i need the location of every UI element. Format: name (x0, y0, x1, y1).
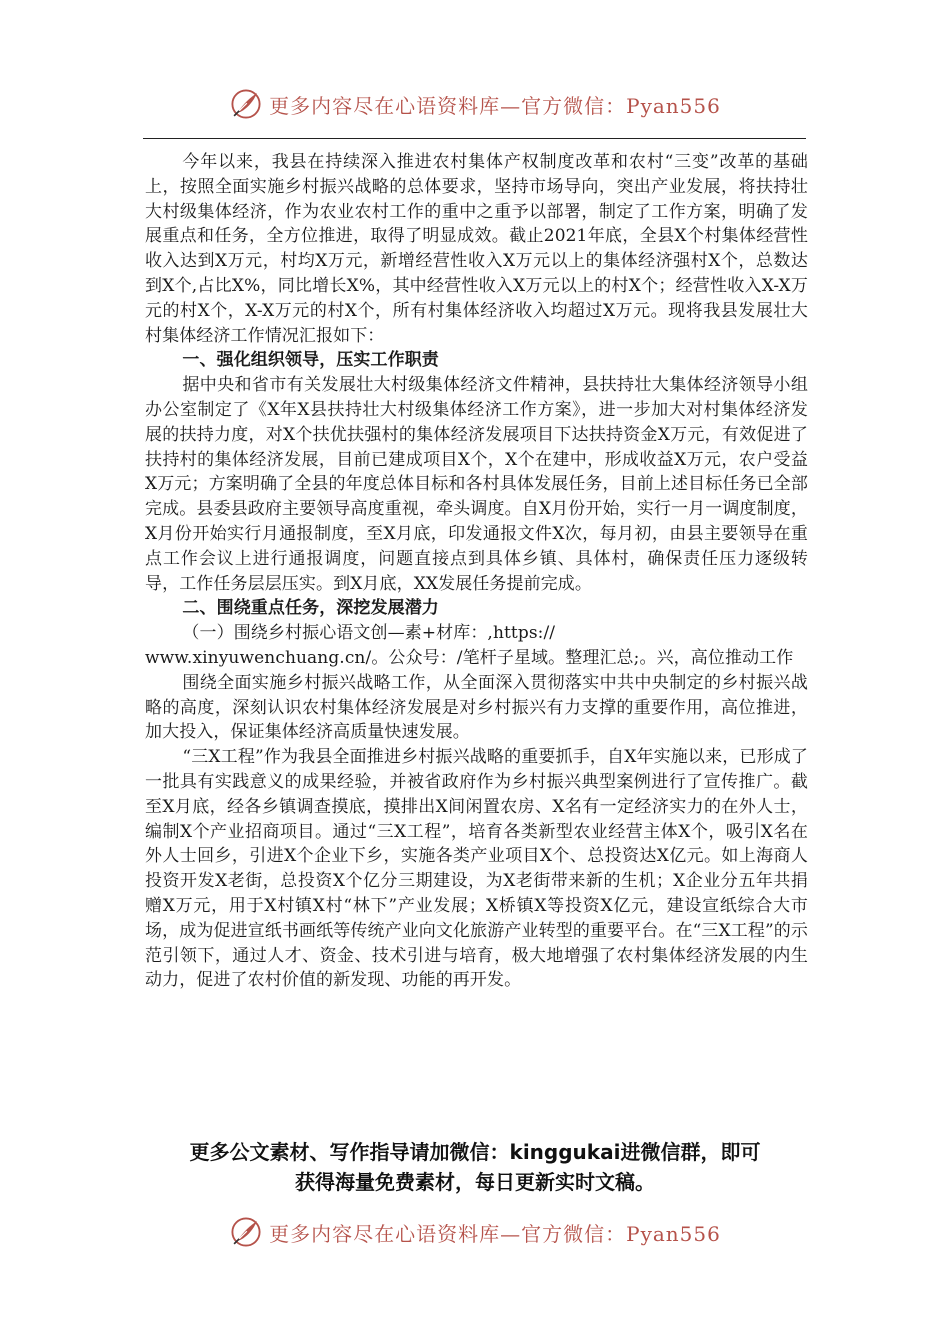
header-banner (0, 82, 950, 126)
footer-banner-text: 更多内容尽在心语资料库—官方微信：Pyan556 (269, 1221, 721, 1246)
footer-promo-line-2: 获得海量免费素材，每日更新实时文稿。 (295, 1170, 655, 1194)
footer-promo-note (140, 1137, 810, 1197)
subsection-heading-line-2: www.xinyuwenchuang.cn/。公众号：/笔杆子星域。整理汇总;。兴，高位推动工作 (145, 647, 794, 668)
intro-paragraph: 今年以来，我县在持续深入推进农村集体产权制度改革和农村“三变”改革的基础上，按照全面实施乡村振兴战略的总体要求，坚持市场导向，突出产业发展，将扶持壮大村级集体经济，作为农业农村工作的重中之重予以部署，制定了工作方案，明确了发展重点和任务，全方位推进，取得了明显成效。截止2021年底，全县X个村集体经营性收入达到X万元，村均X万元，新增经营性收入X万元以上的集体经济强村X个，总数达到X个,占比X%，同比增长X%，其中经营性收入X万元以上的村X个；经营性收入X-X万元的村X个，X-X万元的村X个，所有村集体经济收入均超过X万元。现将我县发展壮大村集体经济工作情况汇报如下： (145, 152, 808, 346)
quill-logo-icon (229, 87, 263, 121)
header-divider (143, 138, 806, 139)
document-body (145, 150, 808, 993)
footer-banner (0, 1210, 950, 1254)
section-1-paragraph: 据中央和省市有关发展壮大村级集体经济文件精神，县扶持壮大集体经济领导小组办公室制定了《X年X县扶持壮大村级集体经济工作方案》，进一步加大对村集体经济发展的扶持力度，对X个扶优扶强村的集体经济发展项目下达扶持资金X万元，有效促进了扶持村的集体经济发展，目前已建成项目X个，X个在建中，形成收益X万元，农户受益X万元；方案明确了全县的年度总体目标和各村具体发展任务，目前上述目标任务已全部完成。县委县政府主要领导高度重视，牵头调度。自X月份开始，实行一月一调度制度，X月份开始实行月通报制度，至X月底，印发通报文件X次，每月初，由县主要领导在重点工作会议上进行通报调度，问题直接点到具体乡镇、具体村，确保责任压力逐级转导，工作任务层层压实。到X月底，XX发展任务提前完成。 (145, 375, 808, 594)
header-banner-text: 更多内容尽在心语资料库—官方微信：Pyan556 (269, 93, 721, 118)
subsection-paragraph-2: “三X工程”作为我县全面推进乡村振兴战略的重要抓手，自X年实施以来，已形成了一批具有实践意义的成果经验，并被省政府作为乡村振兴典型案例进行了宣传推广。截至X月底，经各乡镇调查摸底，摸排出X间闲置农房、X名有一定经济实力的在外人士，编制X个产业招商项目。通过“三X工程”，培育各类新型农业经营主体X个，吸引X名在外人士回乡，引进X个企业下乡，实施各类产业项目X个、总投资达X亿元。如上海商人投资开发X老街，总投资X个亿分三期建设，为X老街带来新的生机；X企业分五年共捐赠X万元，用于X村镇X村“林下”产业发展；X桥镇X等投资X亿元，建设宣纸综合大市场，成为促进宣纸书画纸等传统产业向文化旅游产业转型的重要平台。在“三X工程”的示范引领下，通过人才、资金、技术引进与培育，极大地增强了农村集体经济发展的内生动力，促进了农村价值的新发现、功能的再开发。 (145, 747, 808, 991)
quill-logo-icon (229, 1215, 263, 1249)
subsection-paragraph-1: 围绕全面实施乡村振兴战略工作，从全面深入贯彻落实中共中央制定的乡村振兴战略的高度，深刻认识农村集体经济发展是对乡村振兴有力支撑的重要作用，高位推进，加大投入，保证集体经济高质量快速发展。 (145, 672, 808, 743)
section-heading-1: 一、强化组织领导，压实工作职责 (182, 350, 439, 371)
subsection-heading-line-1: （一）围绕乡村振心语文创—素+材库：,https:// (182, 623, 556, 644)
section-heading-2: 二、围绕重点任务，深挖发展潜力 (182, 598, 439, 619)
footer-promo-line-1: 更多公文素材、写作指导请加微信：kinggukai进微信群，即可 (189, 1140, 761, 1164)
